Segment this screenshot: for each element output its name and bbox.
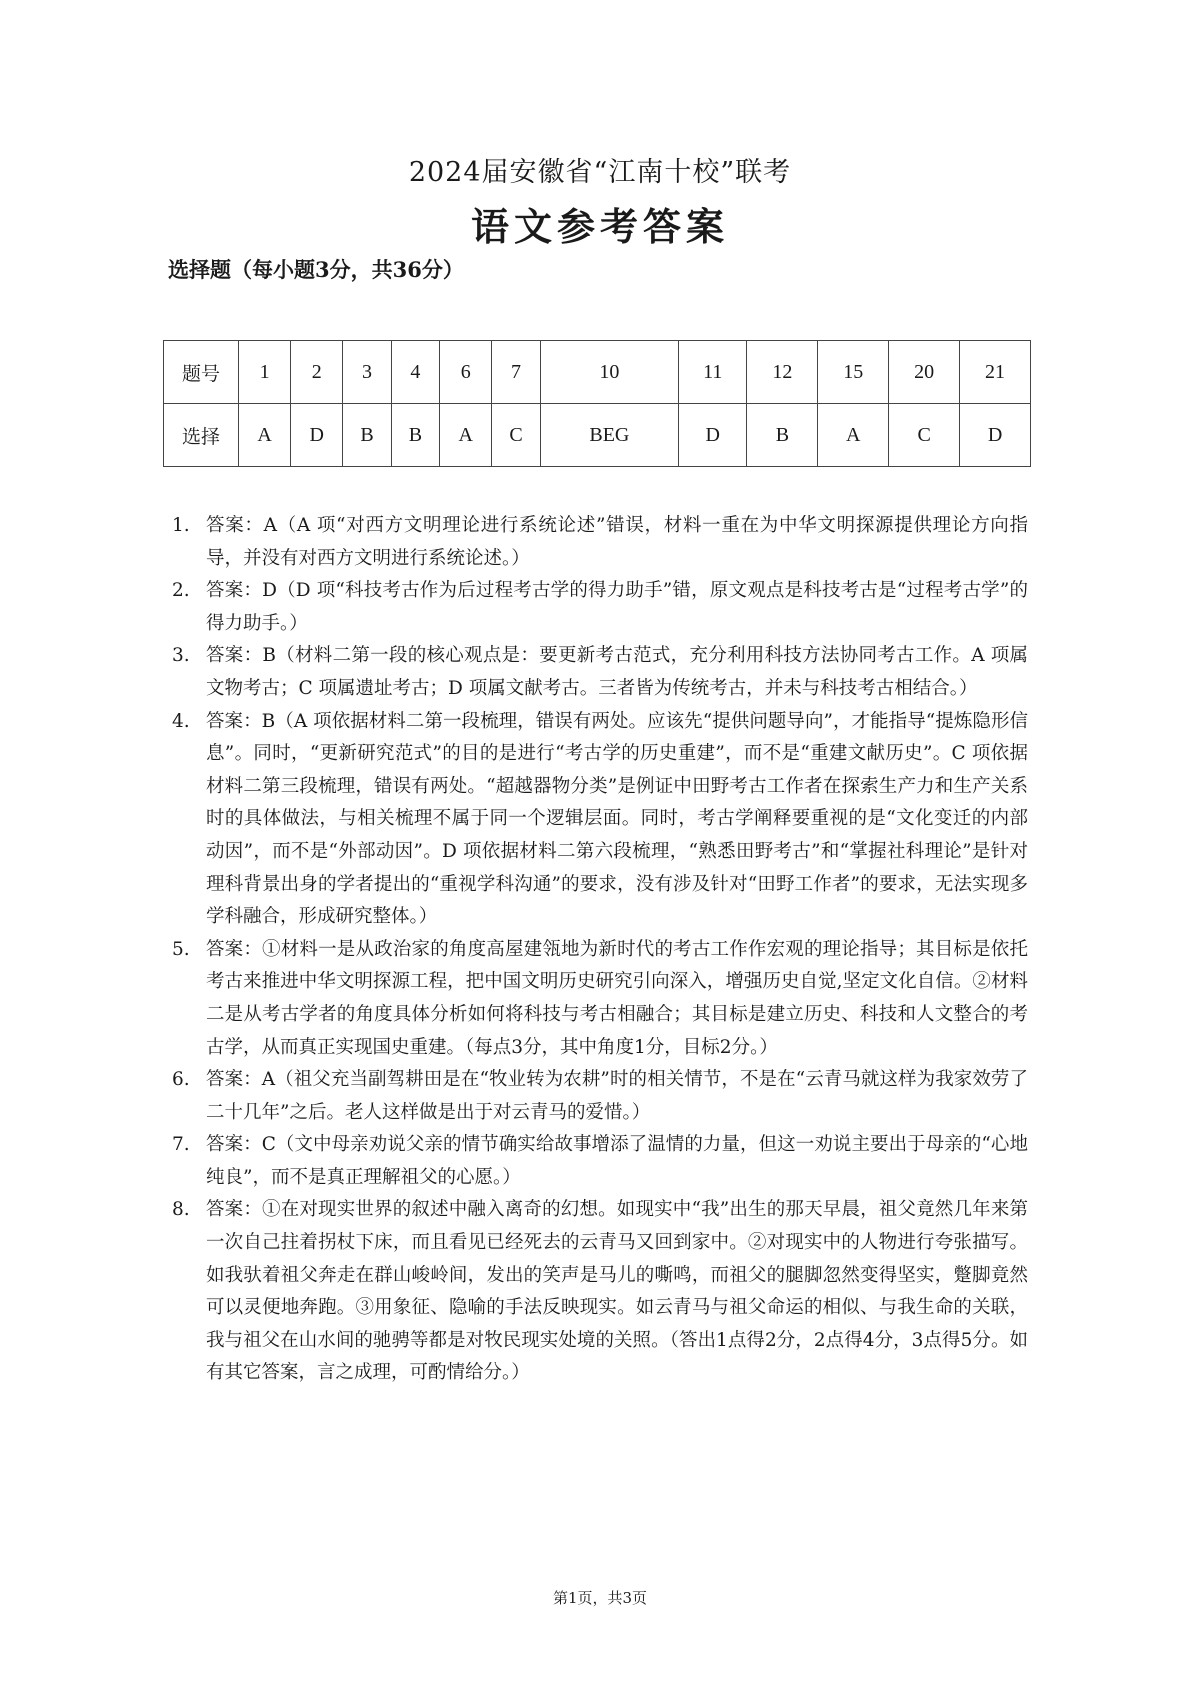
table-row-choices bbox=[164, 404, 1031, 467]
choice-cell: B bbox=[343, 404, 391, 467]
choice-cell: B bbox=[391, 404, 439, 467]
item-number: 2. bbox=[172, 580, 190, 602]
question-number-cell: 10 bbox=[540, 341, 678, 404]
list-item bbox=[172, 1129, 1028, 1194]
item-number: 1. bbox=[172, 515, 190, 536]
item-text: 答案：①材料一是从政治家的角度高屋建瓴地为新时代的考古工作作宏观的理论指导；其目标是依托考古来推进中华文明探源工程，把中国文明历史研究引向深入，增强历史自觉,坚定文化自信。②材料二是从考古学者的角度具体分析如何将科技与考古相融合；其目标是建立历史、科技和人文整合的考古学，从而真正实现国史重建。（每点3分，其中角度1分，目标2分。） bbox=[206, 938, 1028, 1058]
list-item bbox=[172, 640, 1028, 705]
item-number: 3. bbox=[172, 645, 190, 667]
item-number: 4. bbox=[172, 710, 190, 732]
question-number-cell: 15 bbox=[818, 341, 889, 404]
choice-cell: D bbox=[679, 404, 747, 467]
choice-cell: BEG bbox=[540, 404, 678, 467]
list-item bbox=[172, 510, 1028, 575]
page-title: 语文参考答案 bbox=[470, 204, 729, 249]
item-number: 7. bbox=[172, 1134, 190, 1156]
choice-cell: D bbox=[960, 404, 1031, 467]
question-number-cell: 2 bbox=[291, 341, 343, 404]
list-item bbox=[172, 934, 1028, 1064]
choice-cell: B bbox=[747, 404, 818, 467]
exam-subtitle: 2024届安徽省“江南十校”联考 bbox=[408, 157, 792, 188]
question-number-cell: 11 bbox=[679, 341, 747, 404]
item-text: 答案：A（祖父充当副驾耕田是在“牧业转为农耕”时的相关情节，不是在“云青马就这样为我家效劳了二十几年”之后。老人这样做是出于对云青马的爱惜。） bbox=[206, 1069, 1028, 1123]
page-footer: 第1页，共3页 bbox=[552, 1589, 648, 1607]
item-number: 5. bbox=[172, 938, 190, 960]
question-number-cell: 7 bbox=[492, 341, 540, 404]
question-number-cell: 12 bbox=[747, 341, 818, 404]
row-header-choices: 选择 bbox=[164, 404, 239, 467]
question-number-cell: 3 bbox=[343, 341, 391, 404]
question-number-cell: 1 bbox=[239, 341, 291, 404]
list-item bbox=[172, 1194, 1028, 1390]
choice-cell: A bbox=[239, 404, 291, 467]
item-number: 8. bbox=[172, 1199, 190, 1221]
question-number-cell: 4 bbox=[391, 341, 439, 404]
question-number-cell: 20 bbox=[889, 341, 960, 404]
choice-cell: A bbox=[818, 404, 889, 467]
question-number-cell: 6 bbox=[440, 341, 492, 404]
item-text: 答案：A（A 项“对西方文明理论进行系统论述”错误，材料一重在为中华文明探源提供理论方向指导，并没有对西方文明进行系统论述。） bbox=[206, 515, 1028, 569]
choice-cell: D bbox=[291, 404, 343, 467]
section-heading: 选择题（每小题3分，共36分） bbox=[168, 257, 464, 282]
row-header-numbers: 题号 bbox=[164, 341, 239, 404]
choice-cell: C bbox=[492, 404, 540, 467]
choice-cell: A bbox=[440, 404, 492, 467]
item-text: 答案：B（A 项依据材料二第一段梳理，错误有两处。应该先“提供问题导向”，才能指导“提炼隐形信息”。同时，“更新研究范式”的目的是进行“考古学的历史重建”，而不是“重建文献历史”。C 项依据材料二第三段梳理，错误有两处。“超越器物分类”是例证中田野考古工作者在探索生产力和生产关系时的具体做法，与相关梳理不属于同一个逻辑层面。同时，考古学阐释要重视的是“文化变迁的内部动因”，而不是“外部动因”。D 项依据材料二第六段梳理，“熟悉田野考古”和“掌握社科理论”是针对理科背景出身的学者提出的“重视学科沟通”的要求，没有涉及针对“田野工作者”的要求，无法实现多学科融合，形成研究整体。） bbox=[206, 710, 1028, 928]
answer-explanations bbox=[172, 510, 1028, 1390]
item-text: 答案：①在对现实世界的叙述中融入离奇的幻想。如现实中“我”出生的那天早晨，祖父竟然几年来第一次自己拄着拐杖下床，而且看见已经死去的云青马又回到家中。②对现实中的人物进行夸张描写。如我驮着祖父奔走在群山峻岭间，发出的笑声是马儿的嘶鸣，而祖父的腿脚忽然变得坚实，蹩脚竟然可以灵便地奔跑。③用象征、隐喻的手法反映现实。如云青马与祖父命运的相似、与我生命的关联，我与祖父在山水间的驰骋等都是对牧民现实处境的关照。（答出1点得2分，2点得4分，3点得5分。如有其它答案，言之成理，可酌情给分。） bbox=[206, 1199, 1028, 1384]
list-item bbox=[172, 575, 1028, 640]
list-item bbox=[172, 706, 1028, 934]
table-row-numbers bbox=[164, 341, 1031, 404]
item-number: 6. bbox=[172, 1069, 190, 1091]
item-text: 答案：D（D 项“科技考古作为后过程考古学的得力助手”错，原文观点是科技考古是“过程考古学”的得力助手。） bbox=[206, 580, 1028, 634]
choice-cell: C bbox=[889, 404, 960, 467]
item-text: 答案：C（文中母亲劝说父亲的情节确实给故事增添了温情的力量，但这一劝说主要出于母亲的“心地纯良”，而不是真正理解祖父的心愿。） bbox=[206, 1134, 1028, 1188]
question-number-cell: 21 bbox=[960, 341, 1031, 404]
item-text: 答案：B（材料二第一段的核心观点是：要更新考古范式，充分利用科技方法协同考古工作。A 项属文物考古；C 项属遗址考古；D 项属文献考古。三者皆为传统考古，并未与科技考古相结合。） bbox=[206, 645, 1028, 699]
list-item bbox=[172, 1064, 1028, 1129]
answer-table bbox=[163, 340, 1031, 467]
